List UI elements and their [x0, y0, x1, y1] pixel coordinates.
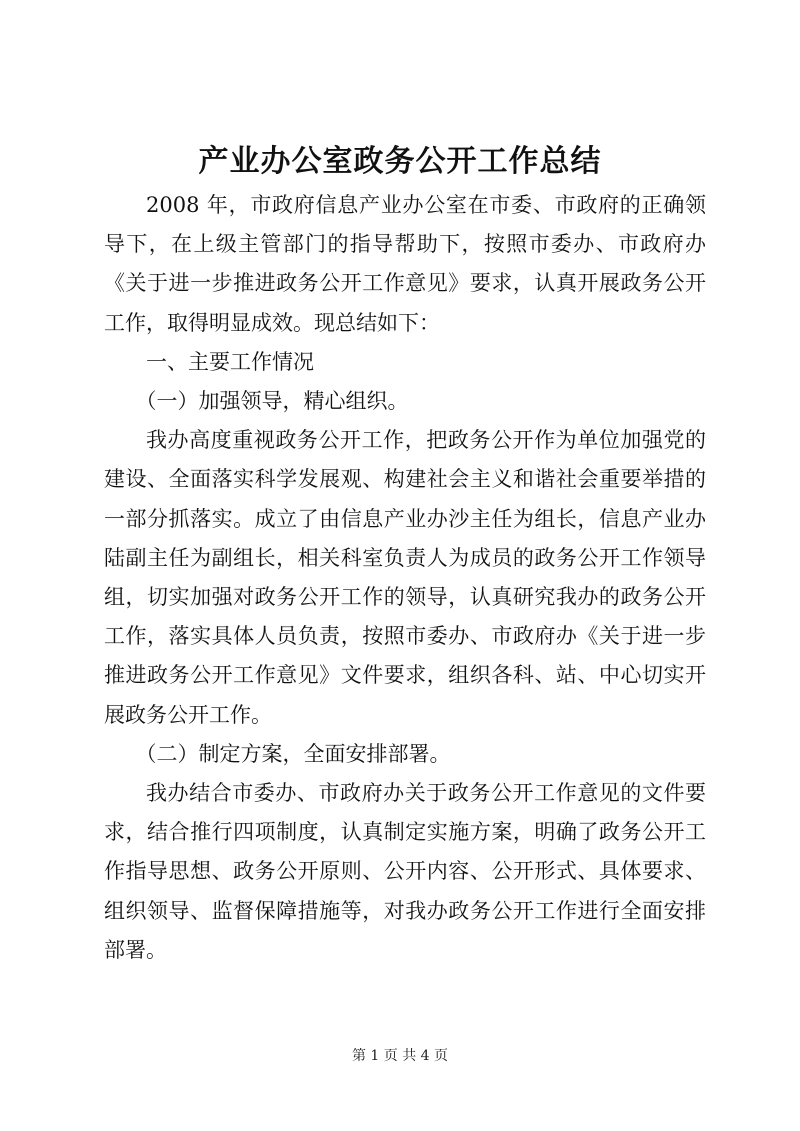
document-title: 产业办公室政务公开工作总结: [198, 144, 602, 179]
plan-paragraph: 我办结合市委办、市政府办关于政务公开工作意见的文件要求，结合推行四项制度，认真制定实施方案，明确了政务公开工作指导思想、政务公开原则、公开内容、公开形式、具体要求、组织领导、监督保障措施等，对我办政务公开工作进行全面安排部署。: [104, 781, 706, 962]
page-footer: 第 1 页 共 4 页: [351, 1048, 449, 1064]
subsection-heading-plan: （二）制定方案，全面安排部署。: [135, 741, 451, 766]
leadership-paragraph: 我办高度重视政务公开工作，把政务公开作为单位加强党的建设、全面落实科学发展观、构建社会主义和谐社会重要举措的一部分抓落实。成立了由信息产业办沙主任为组长，信息产业办陆副主任为副组长，相关科室负责人为成员的政务公开工作领导组，切实加强对政务公开工作的领导，认真研究我办的政务公开工作，落实具体人员负责，按照市委办、市政府办《关于进一步推进政务公开工作意见》文件要求，组织各科、站、中心切实开展政务公开工作。: [104, 428, 706, 727]
section-heading-main-work: 一、主要工作情况: [146, 349, 314, 374]
subsection-heading-leadership: （一）加强领导，精心组织。: [135, 389, 409, 414]
document-body: [104, 186, 706, 970]
intro-paragraph: 2008 年，市政府信息产业办公室在市委、市政府的正确领导下，在上级主管部门的指导帮助下，按照市委办、市政府办《关于进一步推进政务公开工作意见》要求，认真开展政务公开工作，取得明显成效。现总结如下：: [104, 193, 706, 335]
